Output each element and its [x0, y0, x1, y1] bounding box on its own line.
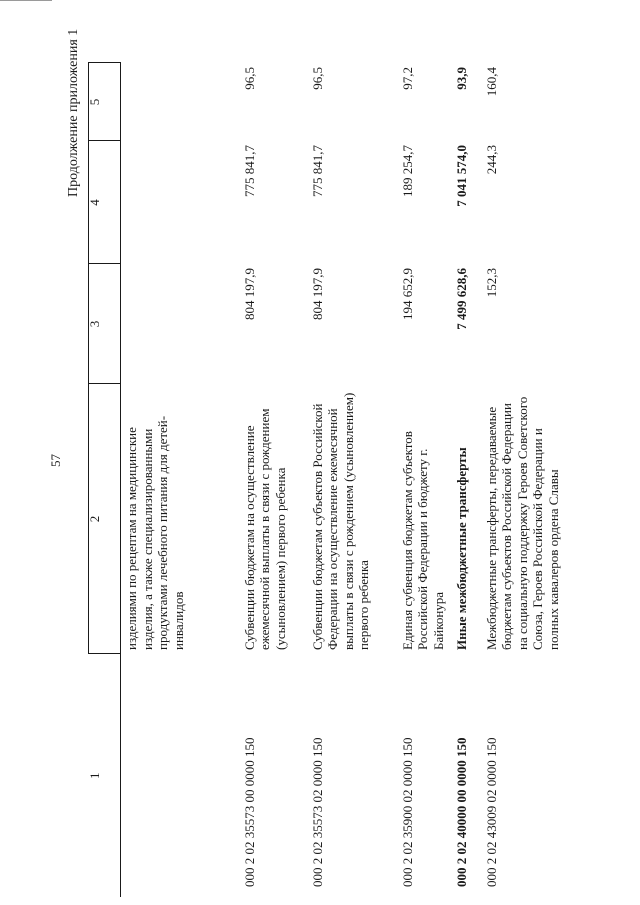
row-value-3: 194 652,9	[399, 268, 415, 320]
row-value-4: 189 254,7	[399, 145, 415, 197]
column-header-3: 3	[89, 264, 121, 384]
column-header-2: 2	[89, 384, 121, 654]
row-value-4: 775 841,7	[309, 145, 325, 197]
scan-edge-line	[0, 0, 52, 1]
row-name: Субвенции бюджетам на осуществление ежемесячной выплаты в связи с рождением (усыновлением) первого ребенка	[241, 408, 288, 650]
row-value-5: 97,2	[399, 67, 415, 90]
table-row	[121, 63, 239, 897]
table-row	[481, 63, 581, 897]
row-value-4: 7 041 574,0	[453, 145, 469, 207]
table-row	[451, 63, 481, 897]
column-header-1: 1	[89, 654, 121, 897]
row-value-4: 775 841,7	[241, 145, 257, 197]
row-code: 000 2 02 35900 02 0000 150	[399, 737, 415, 887]
page-number: 57	[48, 454, 63, 467]
row-value-3: 7 499 628,6	[453, 268, 469, 330]
row-code: 000 2 02 35573 00 0000 150	[241, 737, 257, 887]
row-value-5: 160,4	[483, 67, 499, 97]
row-code: 000 2 02 43009 02 0000 150	[483, 737, 499, 887]
row-code: 000 2 02 35573 02 0000 150	[309, 737, 325, 887]
row-value-3: 152,3	[483, 268, 499, 298]
row-name: Иные межбюджетные трансферты	[453, 447, 469, 650]
row-value-5	[121, 63, 239, 141]
row-code: 000 2 02 40000 00 0000 150	[453, 737, 469, 887]
row-name: изделиями по рецептам на медицинские изделия, а также специализированными продуктами лечебного питания для детей-инвалидов	[124, 415, 186, 650]
budget-table	[88, 63, 581, 898]
row-name: Межбюджетные трансферты, передаваемые бюджетам субъектов Российской Федерации на социальную поддержку Героев Советского Союза, Героев Российской Федерации и полных кавалеров ордена Славы	[483, 396, 561, 650]
row-value-4: 244,3	[483, 145, 499, 175]
row-code	[121, 654, 239, 897]
row-value-5: 96,5	[309, 67, 325, 90]
row-value-5: 93,9	[453, 67, 469, 90]
continuation-label: Продолжение приложения 1	[66, 28, 81, 197]
column-header-4: 4	[89, 141, 121, 264]
row-name: Единая субвенция бюджетам субъектов Российской Федерации и бюджету г. Байконура	[399, 431, 446, 650]
row-value-3: 804 197,9	[309, 268, 325, 320]
column-header-5: 5	[89, 63, 121, 141]
row-value-3: 804 197,9	[241, 268, 257, 320]
row-name: Субвенции бюджетам субъектов Российской Федерации на осуществление ежемесячной выплаты в связи с рождением (усыновлением) первого ребенка	[309, 392, 372, 650]
table-header-row	[89, 63, 121, 897]
table-row	[307, 63, 397, 897]
row-value-3	[121, 264, 239, 384]
row-value-5: 96,5	[241, 67, 257, 90]
table-row	[397, 63, 451, 897]
row-value-4	[121, 141, 239, 264]
table-row	[239, 63, 307, 897]
